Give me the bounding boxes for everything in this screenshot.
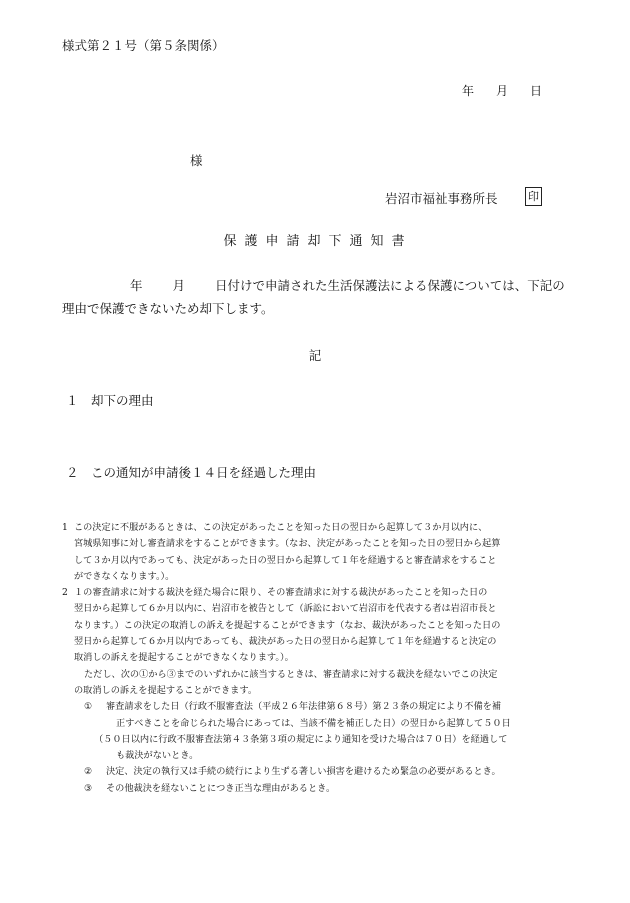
note-2-number: 2 — [62, 587, 68, 599]
item-line: 正すべきことを命じられた場合にあっては、当該不備を補正した日）の翌日から起算して５０日 — [116, 717, 511, 729]
form-number: 様式第２１号（第５条関係） — [62, 38, 225, 53]
item-mark-1: ① — [84, 701, 93, 713]
note-1 — [62, 520, 572, 585]
note-1-number: 1 — [62, 522, 68, 533]
item-mark-2: ② — [84, 766, 93, 778]
date-line — [462, 82, 542, 99]
proviso-item-2 — [62, 764, 572, 780]
note-2 — [62, 585, 572, 666]
item-line: 決定、決定の執行又は手続の続行により生ずる著しい損害を避けるため緊急の必要があるとき。 — [106, 766, 501, 778]
note-2-line: 取消しの訴えを提起することができなくなります。）。 — [74, 652, 294, 664]
date-month-label: 月 — [495, 84, 508, 98]
proviso-line: の取消しの訴えを提起することができます。 — [74, 684, 258, 696]
body-line-2: 理由で保護できないため却下します。 — [62, 301, 274, 316]
item-line: その他裁決を経ないことにつき正当な理由があるとき。 — [106, 782, 336, 794]
proviso-item-1 — [62, 699, 572, 764]
item-line: も裁決がないとき。 — [116, 750, 199, 762]
reason-1: １ 却下の理由 — [66, 393, 154, 408]
note-1-line: この決定に不服があるときは、この決定があったことを知った日の翌日から起算して３か月以内に、 — [74, 522, 488, 533]
body-month-label: 月 — [172, 278, 186, 293]
addressee-suffix: 様 — [190, 153, 203, 168]
note-1-line: して３か月以内であっても、決定があった日の翌日から起算して１年を経過すると審査請求をすること — [74, 554, 497, 566]
notes-section — [62, 520, 572, 797]
seal-box: 印 — [525, 187, 542, 206]
item-line: 審査請求をした日（行政不服審査法（平成２６年法律第６８号）第２３条の規定により不備を補 — [106, 701, 502, 713]
note-1-line: ができなくなります。）。 — [74, 570, 175, 582]
item-mark-3: ③ — [84, 782, 93, 794]
date-year-label: 年 — [461, 84, 474, 98]
note-2-line: １の審査請求に対する裁決を経た場合に限り、その審査請求に対する裁決があったことを知った日の — [74, 587, 488, 599]
proviso — [62, 667, 572, 700]
document-title: 保護申請却下通知書 — [223, 234, 413, 249]
proviso-item-3 — [62, 781, 572, 797]
note-1-line: 宮城県知事に対し審査請求をすることができます。（なお、決定があったことを知った日の翌日から起算 — [74, 538, 501, 550]
note-2-line: 翌日から起算して６か月以内であっても、裁決があった日の翌日から起算して１年を経過すると決定の — [74, 636, 497, 648]
note-2-line: なります。）この決定の取消しの訴えを提起することができます（なお、裁決があったことを知った日の — [74, 619, 501, 631]
body-line1-rest: 日付けで申請された生活保護法による保護については、下記の — [215, 278, 565, 293]
reason-2: ２ この通知が申請後１４日を経過した理由 — [66, 465, 317, 480]
ki-heading: 記 — [308, 348, 322, 363]
issuer-name: 岩沼市福祉事務所長 — [385, 191, 498, 206]
note-2-line: 翌日から起算して６か月以内に、岩沼市を被告として（訴訟において岩沼市を代表する者は岩沼市長と — [74, 603, 497, 615]
date-day-label: 日 — [529, 84, 542, 98]
item-line: （５０日以内に行政不服審査法第４３条第３項の規定により通知を受けた場合は７０日）を経過して — [94, 733, 508, 745]
body-line-1 — [130, 276, 565, 294]
body-year-label: 年 — [130, 278, 143, 293]
proviso-line: ただし、次の①から③までのいずれかに該当するときは、審査請求に対する裁決を経ないでこの決定 — [84, 668, 498, 680]
